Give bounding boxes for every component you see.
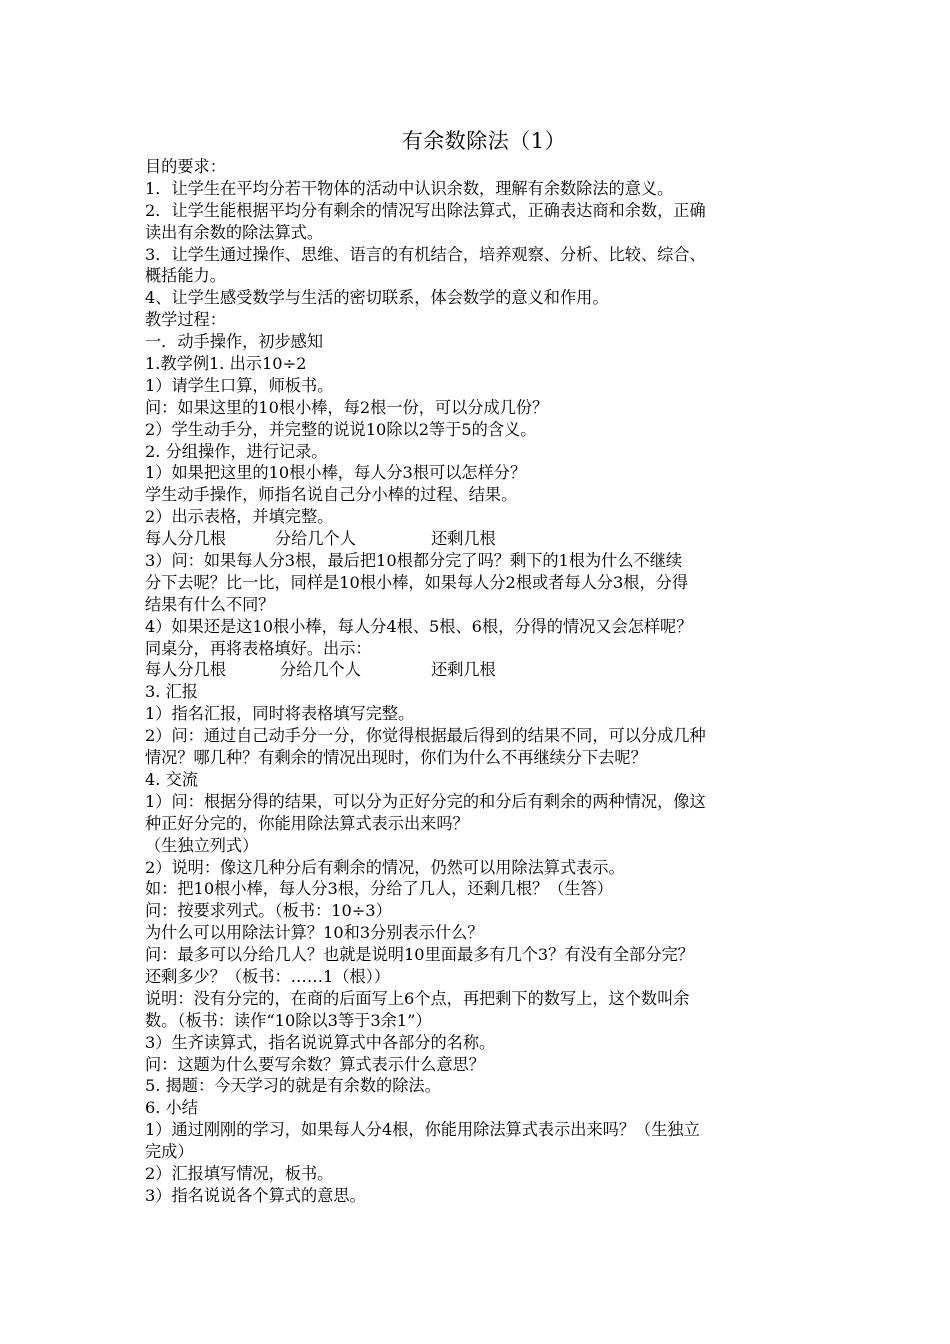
text-line: 还剩多少？（板书：……1（根）） bbox=[145, 966, 391, 986]
text-line: 完成） bbox=[145, 1142, 194, 1162]
text-line: 5. 揭题：今天学习的就是有余数的除法。 bbox=[145, 1076, 441, 1096]
text-line: 说明：没有分完的，在商的后面写上6个点，再把剩下的数写上，这个数叫余 bbox=[145, 988, 690, 1008]
table2-header-remaining: 还剩几根 bbox=[431, 660, 496, 680]
text-block-objectives bbox=[145, 156, 815, 528]
text-line: 分下去呢？比一比，同样是10根小棒，如果每人分2根或者每人分3根，分得 bbox=[145, 572, 689, 592]
table1-header-people: 分给几个人 bbox=[275, 529, 356, 549]
text-line: 2）学生动手分，并完整的说说10除以2等于5的含义。 bbox=[145, 419, 537, 439]
text-line: 概括能力。 bbox=[145, 266, 226, 286]
text-line: 1）请学生口算，师板书。 bbox=[145, 375, 334, 395]
text-line: 数。（板书：读作“10除以3等于3余1”） bbox=[145, 1010, 432, 1030]
text-line: 3）生齐读算式，指名说说算式中各部分的名称。 bbox=[145, 1032, 496, 1052]
text-line: 2）问：通过自己动手分一分，你觉得根据最后得到的结果不同，可以分成几种 bbox=[145, 726, 706, 746]
text-line: 种正好分完的，你能用除法算式表示出来吗？ bbox=[145, 813, 469, 833]
table1-header-row bbox=[145, 528, 815, 550]
text-line: 4. 交流 bbox=[145, 769, 198, 789]
text-line: 6. 小结 bbox=[145, 1098, 198, 1118]
text-line: 2．让学生能根据平均分有剩余的情况写出除法算式，正确表达商和余数，正确 bbox=[145, 200, 706, 220]
text-line: 1．让学生在平均分若干物体的活动中认识余数，理解有余数除法的意义。 bbox=[145, 178, 674, 198]
text-line: 问：最多可以分给几人？也就是说明10里面最多有几个3？有没有全部分完？ bbox=[145, 945, 694, 965]
text-line: 为什么可以用除法计算？10和3分别表示什么？ bbox=[145, 923, 484, 943]
text-line: 2）说明：像这几种分后有剩余的情况，仍然可以用除法算式表示。 bbox=[145, 857, 625, 877]
table2-header-people: 分给几个人 bbox=[280, 660, 361, 680]
text-line: 4）如果还是这10根小棒，每人分4根、5根、6根，分得的情况又会怎样呢？ bbox=[145, 616, 693, 636]
text-line: 1）问：根据分得的结果，可以分为正好分完的和分后有剩余的两种情况，像这 bbox=[145, 791, 706, 811]
document-page bbox=[145, 126, 815, 1207]
table1-header-per-person: 每人分几根 bbox=[145, 529, 226, 549]
text-line: 2. 分组操作，进行记录。 bbox=[145, 441, 328, 461]
text-line: 情况？哪几种？有剩余的情况出现时，你们为什么不再继续分下去呢？ bbox=[145, 748, 647, 768]
document-title: 有余数除法（1） bbox=[401, 129, 567, 153]
text-line: 1.教学例1. 出示10÷2 bbox=[145, 354, 307, 374]
text-line: 3）问：如果每人分3根，最后把10根都分完了吗？剩下的1根为什么不继续 bbox=[145, 551, 683, 571]
text-line: 1）指名汇报，同时将表格填写完整。 bbox=[145, 704, 415, 724]
text-line: 同桌分，再将表格填好。出示： bbox=[145, 638, 372, 658]
text-block-report bbox=[145, 681, 815, 1206]
text-line: 3）指名说说各个算式的意思。 bbox=[145, 1185, 366, 1205]
text-line: 3．让学生通过操作、思维、语言的有机结合，培养观察、分析、比较、综合、 bbox=[145, 244, 706, 264]
text-line: 2）汇报填写情况，板书。 bbox=[145, 1163, 334, 1183]
text-line: 1）如果把这里的10根小棒，每人分3根可以怎样分？ bbox=[145, 463, 527, 483]
text-line: 结果有什么不同？ bbox=[145, 594, 275, 614]
text-line: 问：按要求列式。（板书：10÷3） bbox=[145, 901, 392, 921]
text-line: 2）出示表格，并填完整。 bbox=[145, 507, 334, 527]
text-block-discussion bbox=[145, 550, 815, 659]
table2-header-row bbox=[145, 659, 815, 681]
text-line: 1）通过刚刚的学习，如果每人分4根，你能用除法算式表示出来吗？（生独立 bbox=[145, 1120, 700, 1140]
text-line: 问：这题为什么要写余数？算式表示什么意思？ bbox=[145, 1054, 485, 1074]
text-line: 问：如果这里的10根小棒，每2根一份，可以分成几份？ bbox=[145, 397, 549, 417]
text-line: 如：把10根小棒，每人分3根，分给了几人，还剩几根？（生答） bbox=[145, 879, 613, 899]
text-line: 一．动手操作，初步感知 bbox=[145, 332, 324, 352]
table2-header-per-person: 每人分几根 bbox=[145, 660, 226, 680]
text-line: 读出有余数的除法算式。 bbox=[145, 222, 324, 242]
table1-header-remaining: 还剩几根 bbox=[431, 529, 496, 549]
text-line: （生独立列式） bbox=[145, 835, 259, 855]
text-line: 4、让学生感受数学与生活的密切联系，体会数学的意义和作用。 bbox=[145, 288, 609, 308]
text-line: 3. 汇报 bbox=[145, 682, 198, 702]
text-line: 学生动手操作，师指名说自己分小棒的过程、结果。 bbox=[145, 485, 518, 505]
text-line: 目的要求： bbox=[145, 157, 226, 176]
text-line: 教学过程： bbox=[145, 310, 226, 330]
